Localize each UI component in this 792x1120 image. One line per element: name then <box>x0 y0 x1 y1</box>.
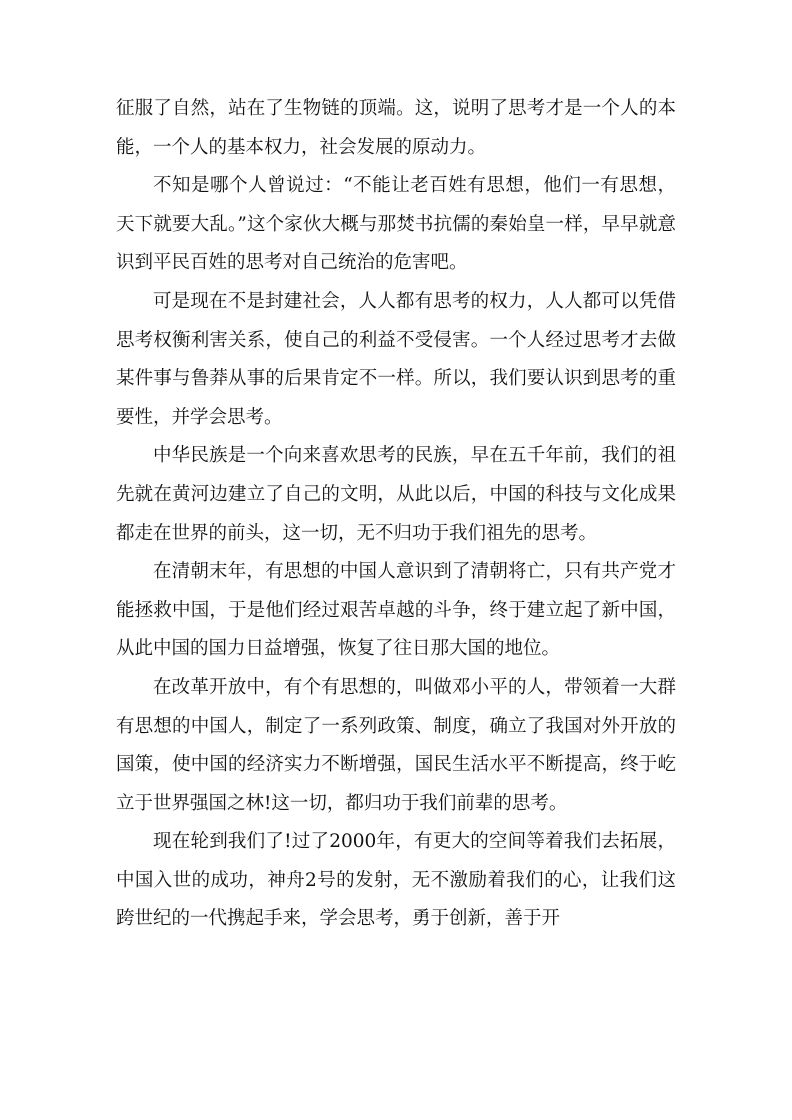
paragraph-6: 在改革开放中，有个有思想的，叫做邓小平的人，带领着一大群有思想的中国人，制定了一系列政策、制度，确立了我国对外开放的国策，使中国的经济实力不断增强，国民生活水平不断提高，终于屹立于世界强国之林!这一切，都归功于我们前辈的思考。 <box>116 676 676 814</box>
paragraph-1: 征服了自然，站在了生物链的顶端。这，说明了思考才是一个人的本能，一个人的基本权力，社会发展的原动力。 <box>116 98 676 158</box>
paragraph-4: 中华民族是一个向来喜欢思考的民族，早在五千年前，我们的祖先就在黄河边建立了自己的文明，从此以后，中国的科技与文化成果都走在世界的前头，这一切，无不归功于我们祖先的思考。 <box>116 445 676 544</box>
paragraph-7: 现在轮到我们了!过了2000年，有更大的空间等着我们去拓展，中国入世的成功，神舟2号的发射，无不激励着我们的心，让我们这跨世纪的一代携起手来，学会思考，勇于创新，善于开 <box>116 831 676 930</box>
paragraph-3: 可是现在不是封建社会，人人都有思考的权力，人人都可以凭借思考权衡利害关系，使自己的利益不受侵害。一个人经过思考才去做某件事与鲁莽从事的后果肯定不一样。所以，我们要认识到思考的重要性，并学会思考。 <box>116 290 676 428</box>
paragraph-2: 不知是哪个人曾说过：“不能让老百姓有思想，他们一有思想，天下就要大乱。”这个家伙大概与那焚书抗儒的秦始皇一样，早早就意识到平民百姓的思考对自己统治的危害吧。 <box>116 175 676 274</box>
paragraph-5: 在清朝末年，有思想的中国人意识到了清朝将亡，只有共产党才能拯救中国，于是他们经过艰苦卓越的斗争，终于建立起了新中国，从此中国的国力日益增强，恢复了往日那大国的地位。 <box>116 561 676 660</box>
document-page <box>116 90 676 939</box>
